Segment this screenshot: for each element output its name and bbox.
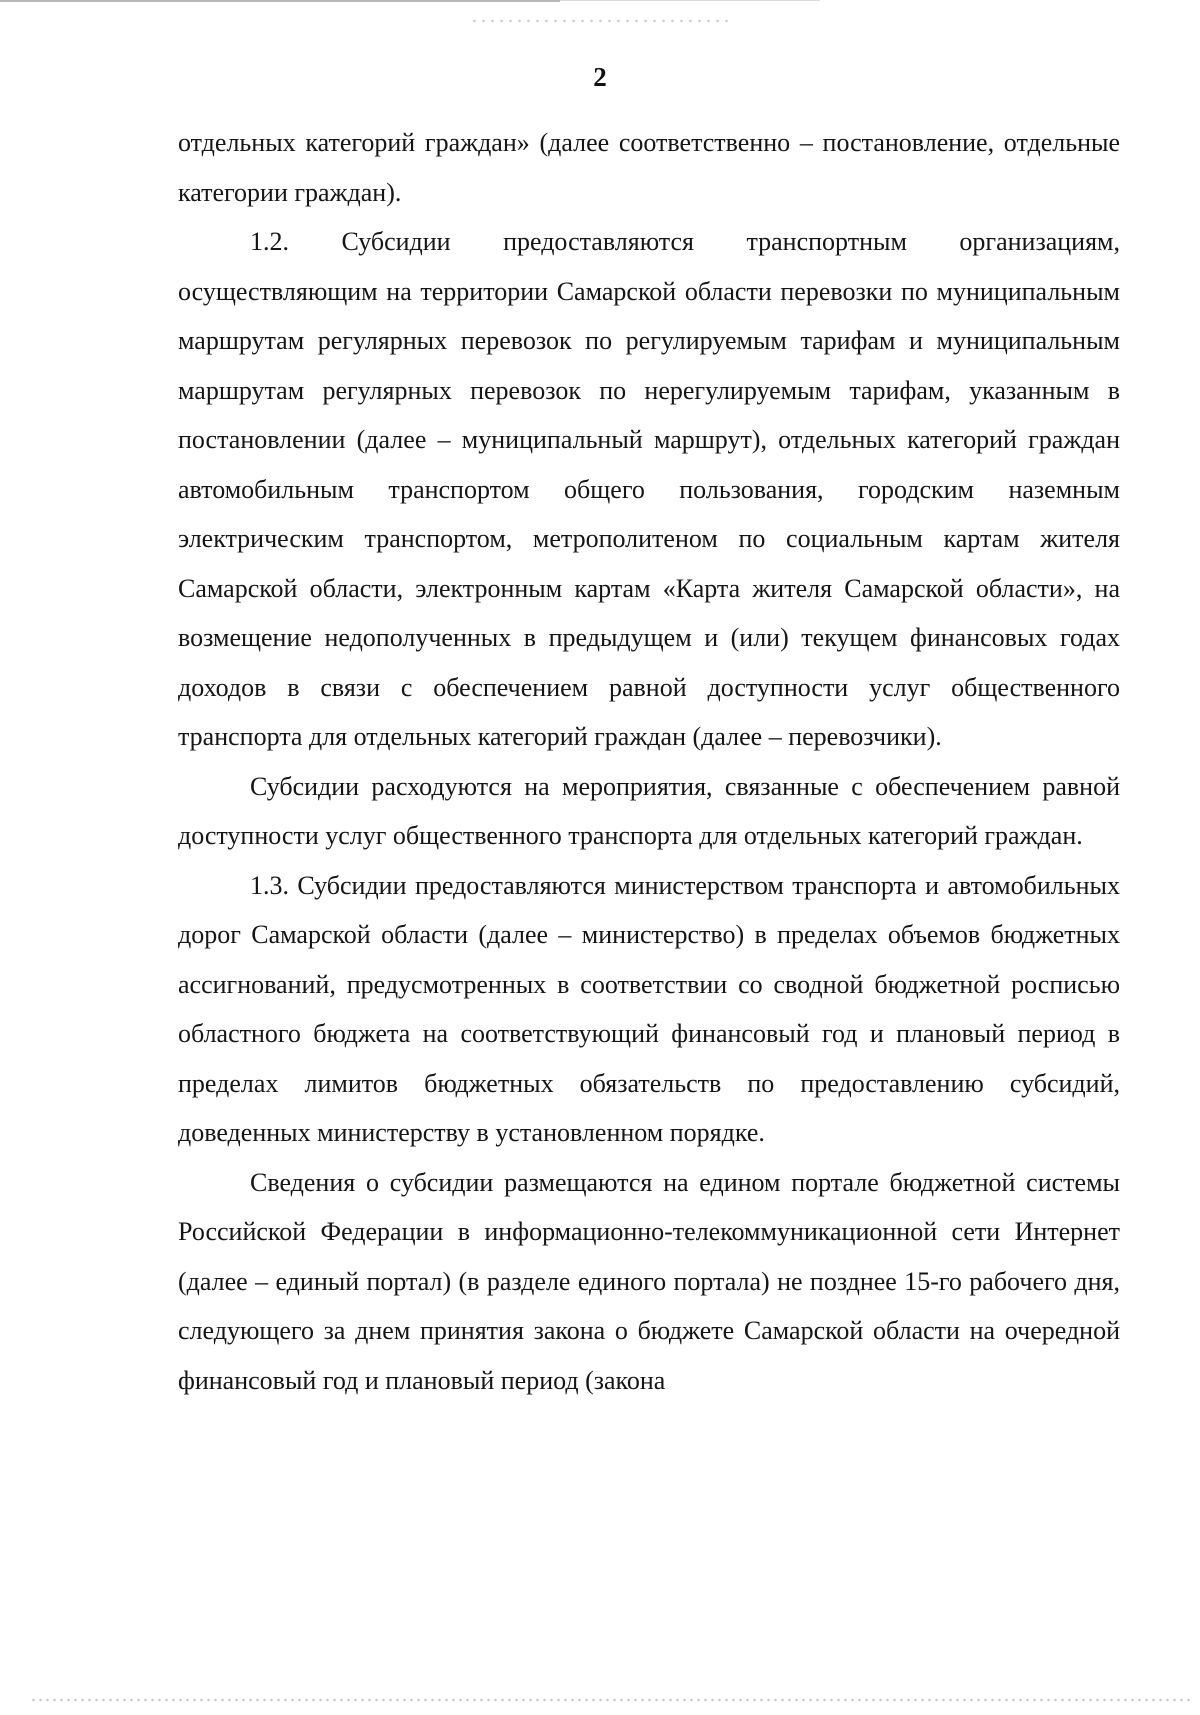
paragraph-continuation: отдельных категорий граждан» (далее соответственно – постановление, отдельные категории граждан).	[178, 128, 1120, 207]
paragraph-1-3: 1.3. Субсидии предоставляются министерством транспорта и автомобильных дорог Самарской области (далее – министерство) в пределах объемов бюджетных ассигнований, предусмотренных в соответствии со сводной бюджетной росписью областного бюджета на соответствующий финансовый год и плановый период в пределах лимитов бюджетных обязательств по предоставлению субсидий, доведенных министерству в установленном порядке.	[178, 870, 1120, 1147]
paragraph-portal-info: Сведения о субсидии размещаются на едином портале бюджетной системы Российской Федерации в информационно-телекоммуникационной сети Интернет (далее – единый портал) (в разделе единого портала) не позднее 15-го рабочего дня, следующего за днем принятия закона о бюджете Самарской области на очередной финансовый год и плановый период (закона	[178, 1167, 1120, 1395]
paragraph-1-2: 1.2. Субсидии предоставляются транспортным организациям, осуществляющим на территории Самарской области перевозки по муниципальным маршрутам регулярных перевозок по регулируемым тарифам и муниципальным маршрутам регулярных перевозок по нерегулируемым тарифам, указанным в постановлении (далее – муниципальный маршрут), отдельных категорий граждан автомобильным транспортом общего пользования, городским наземным электрическим транспортом, метрополитеном по социальным картам жителя Самарской области, электронным картам «Карта жителя Самарской области», на возмещение недополученных в предыдущем и (или) текущем финансовых годах доходов в связи с обеспечением равной доступности услуг общественного транспорта для отдельных категорий граждан (далее – перевозчики).	[178, 227, 1120, 751]
document-body	[178, 118, 1120, 1405]
scan-edge-line	[0, 0, 560, 2]
scan-noise-bottom	[30, 1698, 1190, 1704]
page-number: 2	[593, 62, 607, 92]
paragraph-subsidy-expenses: Субсидии расходуются на мероприятия, связанные с обеспечением равной доступности услуг общественного транспорта для отдельных категорий граждан.	[178, 771, 1120, 850]
scan-edge-line-faint	[560, 0, 820, 1]
scan-noise-top	[470, 18, 730, 36]
